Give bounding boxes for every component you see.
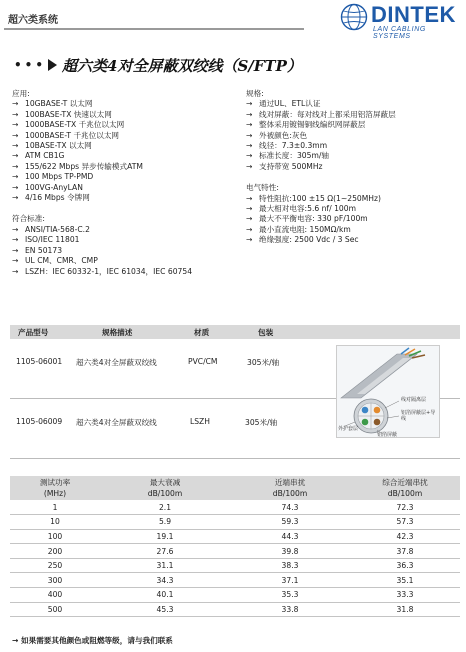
list-item xyxy=(246,110,461,120)
table-row xyxy=(10,529,460,544)
table-cell: 5.9 xyxy=(100,515,230,530)
right-column xyxy=(246,89,461,246)
list-item xyxy=(12,225,237,235)
col-material: 材质 xyxy=(194,328,210,337)
list-item xyxy=(12,256,237,266)
brand-logo-text: DINTEK xyxy=(371,2,456,27)
table-cell: 300 xyxy=(10,573,100,588)
table-cell: 27.6 xyxy=(100,544,230,559)
list-item xyxy=(246,120,461,130)
cable-diagram xyxy=(336,345,440,438)
list-item-text: 特性阻抗:100 ±15 Ω(1~250MHz) xyxy=(259,193,381,203)
footnote: → 如果需要其他颜色或阻燃等级，请与我们联系 xyxy=(12,636,173,645)
table-cell: 44.3 xyxy=(230,529,350,544)
title-arrow-icon xyxy=(48,59,57,71)
list-item xyxy=(12,141,237,151)
arrow-bullet-icon: → xyxy=(12,141,19,151)
list-item xyxy=(12,99,237,109)
list-item-text: 外被颜色:灰色 xyxy=(259,130,308,140)
unit-next: dB/100m xyxy=(230,488,350,500)
package-cell: 305米/轴 xyxy=(245,418,278,427)
col-psnext: 综合近端串扰 xyxy=(350,476,460,488)
table-cell: 45.3 xyxy=(100,602,230,617)
list-item-text: 线对屏蔽：每对线对上都采用铝箔屏蔽层 xyxy=(259,109,396,119)
table-row xyxy=(10,500,460,515)
title-dots: ••• xyxy=(14,58,47,72)
col-next: 近端串扰 xyxy=(230,476,350,488)
header-divider xyxy=(4,28,304,30)
table-cell: 36.3 xyxy=(350,558,460,573)
applications-heading: 应用: xyxy=(12,89,30,98)
list-item-text: ATM CB1G xyxy=(25,151,65,161)
cable-illustration xyxy=(337,346,439,437)
table-row xyxy=(10,573,460,588)
product-table-header xyxy=(10,325,460,339)
arrow-bullet-icon: → xyxy=(12,256,19,266)
list-item-text: 整体采用镀锡铜线编织网屏蔽层 xyxy=(259,120,366,130)
table-cell: 400 xyxy=(10,588,100,603)
list-item-text: ISO/IEC 11801 xyxy=(25,235,80,245)
table-cell: 35.1 xyxy=(350,573,460,588)
arrow-bullet-icon: → xyxy=(12,193,19,203)
arrow-bullet-icon: → xyxy=(12,224,19,234)
arrow-bullet-icon: → xyxy=(246,109,253,119)
desc-cell: 超六类4对全屏蔽双绞线 xyxy=(76,418,157,427)
specs-list xyxy=(246,99,461,172)
applications-list xyxy=(12,99,237,203)
arrow-bullet-icon: → xyxy=(246,161,253,171)
desc-cell: 超六类4对全屏蔽双绞线 xyxy=(76,358,157,367)
table-row xyxy=(10,544,460,559)
arrow-bullet-icon: → xyxy=(12,99,19,109)
arrow-bullet-icon: → xyxy=(246,99,253,109)
list-item-text: 1000BASE-T 千兆位以太网 xyxy=(25,130,120,140)
list-item xyxy=(12,172,237,182)
list-item-text: 100VG-AnyLAN xyxy=(25,182,83,192)
list-item-text: 4/16 Mbps 令牌网 xyxy=(25,193,90,203)
electrical-list xyxy=(246,194,461,246)
list-item-text: 100BASE-TX 快速以太网 xyxy=(25,109,112,119)
page-header xyxy=(0,0,466,42)
table-cell: 34.3 xyxy=(100,573,230,588)
table-cell: 37.1 xyxy=(230,573,350,588)
list-item xyxy=(12,183,237,193)
list-item-text: 最小直流电阻: 150MΩ/km xyxy=(259,224,351,234)
table-cell: 10 xyxy=(10,515,100,530)
col-package: 包装 xyxy=(258,328,274,337)
standards-list xyxy=(12,225,237,277)
table-cell: 42.3 xyxy=(350,529,460,544)
arrow-bullet-icon: → xyxy=(12,120,19,130)
list-item-text: LSZH：IEC 60332-1，IEC 61034，IEC 60754 xyxy=(25,266,193,276)
list-item-text: 绝缘强度: 2500 Vdc / 3 Sec xyxy=(259,235,359,245)
model-cell: 1105-06009 xyxy=(16,417,63,426)
arrow-bullet-icon: → xyxy=(12,245,19,255)
list-item xyxy=(12,235,237,245)
globe-icon xyxy=(340,3,368,31)
list-item-text: EN 50173 xyxy=(25,245,63,255)
arrow-bullet-icon: → xyxy=(246,141,253,151)
product-title-row xyxy=(14,55,302,75)
brand-tagline: LAN CABLING SYSTEMS xyxy=(373,26,426,40)
table-cell: 57.3 xyxy=(350,515,460,530)
list-item-text: 10GBASE-T 以太网 xyxy=(25,99,93,109)
list-item-text: 155/622 Mbps 异步传输模式ATM xyxy=(25,161,143,171)
list-item-text: UL CM、CMR、CMP xyxy=(25,256,98,266)
table-cell: 31.1 xyxy=(100,558,230,573)
table-cell: 35.3 xyxy=(230,588,350,603)
list-item xyxy=(246,99,461,109)
arrow-bullet-icon: → xyxy=(12,235,19,245)
table-row xyxy=(10,515,460,530)
list-item xyxy=(246,204,461,214)
table-cell: 100 xyxy=(10,529,100,544)
table-cell: 72.3 xyxy=(350,500,460,515)
arrow-bullet-icon: → xyxy=(246,130,253,140)
diagram-label: 线对隔离层 xyxy=(401,397,427,403)
list-item xyxy=(12,246,237,256)
section-title: 超六类系统 xyxy=(8,15,58,26)
arrow-bullet-icon: → xyxy=(12,161,19,171)
model-cell: 1105-06001 xyxy=(16,357,63,366)
list-item xyxy=(12,131,237,141)
list-item-text: ANSI/TIA-568-C.2 xyxy=(25,224,90,234)
list-item xyxy=(12,193,237,203)
table-cell: 19.1 xyxy=(100,529,230,544)
list-item xyxy=(246,151,461,161)
list-item xyxy=(246,141,461,151)
table-cell: 59.3 xyxy=(230,515,350,530)
arrow-bullet-icon: → xyxy=(246,235,253,245)
list-item xyxy=(12,267,237,277)
arrow-bullet-icon: → xyxy=(12,109,19,119)
material-cell: LSZH xyxy=(190,417,210,426)
arrow-bullet-icon: → xyxy=(246,120,253,130)
table-row xyxy=(10,602,460,617)
arrow-bullet-icon: → xyxy=(12,266,19,276)
col-attenuation: 最大衰减 xyxy=(100,476,230,488)
list-item-text: 最大相对电容:5.6 nf/ 100m xyxy=(259,204,356,214)
arrow-bullet-icon: → xyxy=(246,193,253,203)
table-row xyxy=(10,558,460,573)
material-cell: PVC/CM xyxy=(188,357,218,366)
table-cell: 200 xyxy=(10,544,100,559)
list-item xyxy=(246,225,461,235)
table-cell: 31.8 xyxy=(350,602,460,617)
table-cell: 38.3 xyxy=(230,558,350,573)
product-title: 超六类4对全屏蔽双绞线（S/FTP） xyxy=(62,56,302,75)
left-column xyxy=(12,89,237,277)
arrow-bullet-icon: → xyxy=(12,182,19,192)
list-item xyxy=(246,235,461,245)
performance-table xyxy=(10,476,460,617)
table-cell: 250 xyxy=(10,558,100,573)
package-cell: 305米/轴 xyxy=(247,358,280,367)
unit-frequency: (MHz) xyxy=(10,488,100,500)
arrow-bullet-icon: → xyxy=(12,172,19,182)
col-model: 产品型号 xyxy=(18,328,49,337)
list-item xyxy=(12,162,237,172)
diagram-label: 外护套层 xyxy=(338,426,359,432)
arrow-bullet-icon: → xyxy=(246,214,253,224)
arrow-bullet-icon: → xyxy=(12,130,19,140)
list-item xyxy=(12,110,237,120)
list-item-text: 支持带宽 500MHz xyxy=(259,161,323,171)
specs-heading: 规格: xyxy=(246,89,264,98)
standards-heading: 符合标准: xyxy=(12,214,45,224)
list-item-text: 标准长度：305m/轴 xyxy=(259,151,330,161)
table-cell: 2.1 xyxy=(100,500,230,515)
diagram-label: 铝箔屏蔽层+导线 xyxy=(401,410,436,422)
table-cell: 40.1 xyxy=(100,588,230,603)
list-item xyxy=(246,131,461,141)
arrow-bullet-icon: → xyxy=(246,224,253,234)
unit-attenuation: dB/100m xyxy=(100,488,230,500)
arrow-bullet-icon: → xyxy=(246,151,253,161)
table-cell: 500 xyxy=(10,602,100,617)
table-row xyxy=(10,588,460,603)
table-cell: 33.3 xyxy=(350,588,460,603)
table-cell: 1 xyxy=(10,500,100,515)
arrow-bullet-icon: → xyxy=(12,151,19,161)
list-item xyxy=(246,162,461,172)
list-item-text: 最大不平衡电容: 330 pF/100m xyxy=(259,214,368,224)
list-item-text: 线径：7.3±0.3mm xyxy=(259,141,328,151)
list-item xyxy=(12,151,237,161)
list-item-text: 10BASE-TX 以太网 xyxy=(25,141,92,151)
performance-table-body xyxy=(10,500,460,617)
list-item-text: 1000BASE-TX 千兆位以太网 xyxy=(25,120,125,130)
arrow-bullet-icon: → xyxy=(246,204,253,214)
table-cell: 33.8 xyxy=(230,602,350,617)
list-item xyxy=(12,120,237,130)
col-frequency: 测试功率 xyxy=(10,476,100,488)
table-cell: 74.3 xyxy=(230,500,350,515)
table-cell: 39.8 xyxy=(230,544,350,559)
list-item xyxy=(246,194,461,204)
col-desc: 规格描述 xyxy=(102,328,133,337)
list-item-text: 100 Mbps TP-PMD xyxy=(25,172,94,182)
diagram-label: 铝箔屏蔽 xyxy=(377,432,398,438)
list-item xyxy=(246,214,461,224)
electrical-heading: 电气特性: xyxy=(246,183,279,193)
list-item-text: 通过UL、ETL认证 xyxy=(259,99,321,109)
unit-psnext: dB/100m xyxy=(350,488,460,500)
table-cell: 37.8 xyxy=(350,544,460,559)
